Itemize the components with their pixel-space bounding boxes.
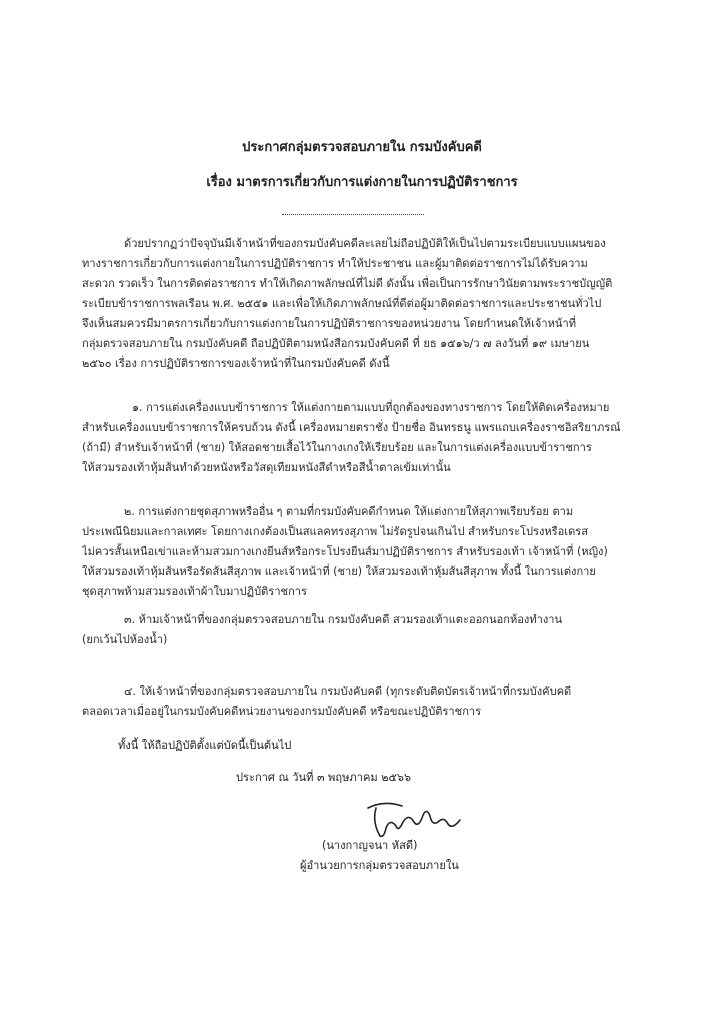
- text-line: ไม่ควรสั้นเหนือเข่าและห้ามสวมกางเกงยีนส์หรือกระโปรงยีนส์มาปฏิบัติราชการ สำหรับรองเท้า เจ้าหน้าที่ (หญิง): [82, 545, 608, 558]
- signer-name: (นางกาญจนา หัสดี): [322, 839, 418, 852]
- announcement-subject: เรื่อง มาตรการเกี่ยวกับการแต่งกายในการปฏิบัติราชการ: [206, 175, 518, 190]
- text-line: ๒. การแต่งกายชุดสุภาพหรืออื่น ๆ ตามที่กรมบังคับคดีกำหนด ให้แต่งกายให้สุภาพเรียบร้อย ตาม: [124, 505, 574, 518]
- text-line: ทางราชการเกี่ยวกับการแต่งกายในการปฏิบัติราชการ ทำให้ประชาชน และผู้มาติดต่อราชการไม่ได้รับความ: [82, 257, 588, 270]
- text-line: ๔. ให้เจ้าหน้าที่ของกลุ่มตรวจสอบภายใน กรมบังคับคดี (ทุกระดับติดบัตรเจ้าหน้าที่กรมบังคับคดี: [124, 685, 572, 698]
- item-4-paragraph: [82, 682, 662, 722]
- announcement-date: ประกาศ ณ วันที่ ๓ พฤษภาคม ๒๕๖๖: [236, 771, 411, 784]
- text-line: จึงเห็นสมควรมีมาตรการเกี่ยวกับการแต่งกายในการปฏิบัติราชการของหน่วยงาน โดยกำหนดให้เจ้าหน้าที่: [82, 317, 577, 330]
- item-1-paragraph: [82, 398, 662, 478]
- text-line: (ยกเว้นไปห้องน้ำ): [82, 633, 168, 646]
- text-line: ประเพณีนิยมและกาลเทศะ โดยกางเกงต้องเป็นสแลคทรงสุภาพ ไม่รัดรูปจนเกินไป สำหรับกระโปรงหรือเดรส: [82, 525, 589, 538]
- text-line: ๓. ห้ามเจ้าหน้าที่ของกลุ่มตรวจสอบภายใน กรมบังคับคดี สวมรองเท้าแตะออกนอกห้องทำงาน: [124, 613, 563, 626]
- dotted-separator: [282, 214, 424, 215]
- text-line: กลุ่มตรวจสอบภายใน กรมบังคับคดี ถือปฏิบัติตามหนังสือกรมบังคับคดี ที่ ยธ ๑๕๑๖/ว ๗ ลงวันที่ ๑๙ เมษายน: [82, 337, 590, 350]
- text-line: ชุดสุภาพห้ามสวมรองเท้าผ้าใบมาปฏิบัติราชการ: [82, 585, 307, 598]
- text-line: ระเบียบข้าราชการพลเรือน พ.ศ. ๒๕๕๑ และเพื่อให้เกิดภาพลักษณ์ที่ดีต่อผู้มาติดต่อราชการและประชาชนทั่วไป: [82, 297, 602, 310]
- text-line: ด้วยปรากฏว่าปัจจุบันมีเจ้าหน้าที่ของกรมบังคับคดีละเลยไม่ถือปฏิบัติให้เป็นไปตามระเบียบแบบแผนของ: [124, 237, 606, 250]
- intro-paragraph: [82, 234, 662, 374]
- closing-statement: ทั้งนี้ ให้ถือปฏิบัติตั้งแต่บัดนี้เป็นต้นไป: [118, 739, 292, 752]
- text-line: (ถ้ามี) สำหรับเจ้าหน้าที่ (ชาย) ให้สอดชายเสื้อไว้ในกางเกงให้เรียบร้อย และในการแต่งเครื่องแบบข้าราชการ: [82, 441, 592, 454]
- text-line: ตลอดเวลาเมื่ออยู่ในกรมบังคับคดีหน่วยงานของกรมบังคับคดี หรือขณะปฏิบัติราชการ: [82, 705, 482, 718]
- text-line: ให้สวมรองเท้าหุ้มส้นทำด้วยหนังหรือวัสดุเทียมหนังสีดำหรือสีน้ำตาลเข้มเท่านั้น: [82, 461, 451, 474]
- item-3-paragraph: [82, 610, 662, 650]
- text-line: สำหรับเครื่องแบบข้าราชการให้ครบถ้วน ดังนี้ เครื่องหมายตราชั่ง ป้ายชื่อ อินทรธนู แพรแถบเครื่องราชอิสริยาภรณ์: [82, 421, 621, 434]
- text-line: ๑. การแต่งเครื่องแบบข้าราชการ ให้แต่งกายตามแบบที่ถูกต้องของทางราชการ โดยให้ติดเครื่องหมาย: [132, 401, 610, 414]
- text-line: ๒๕๖๐ เรื่อง การปฏิบัติราชการของเจ้าหน้าที่ในกรมบังคับคดี ดังนี้: [82, 357, 390, 370]
- text-line: สะดวก รวดเร็ว ในการติดต่อราชการ ทำให้เกิดภาพลักษณ์ที่ไม่ดี ดังนั้น เพื่อเป็นการรักษาวินัยตามพระราชบัญญัติ: [82, 277, 613, 290]
- item-2-paragraph: [82, 502, 662, 602]
- signer-position: ผู้อำนวยการกลุ่มตรวจสอบภายใน: [300, 859, 459, 872]
- announcement-title: ประกาศกลุ่มตรวจสอบภายใน กรมบังคับคดี: [242, 140, 482, 155]
- text-line: ให้สวมรองเท้าหุ้มส้นหรือรัดส้นสีสุภาพ และเจ้าหน้าที่ (ชาย) ให้สวมรองเท้าหุ้มส้นสีสุภาพ ทั้งนี้ ในการแต่งกาย: [82, 565, 596, 578]
